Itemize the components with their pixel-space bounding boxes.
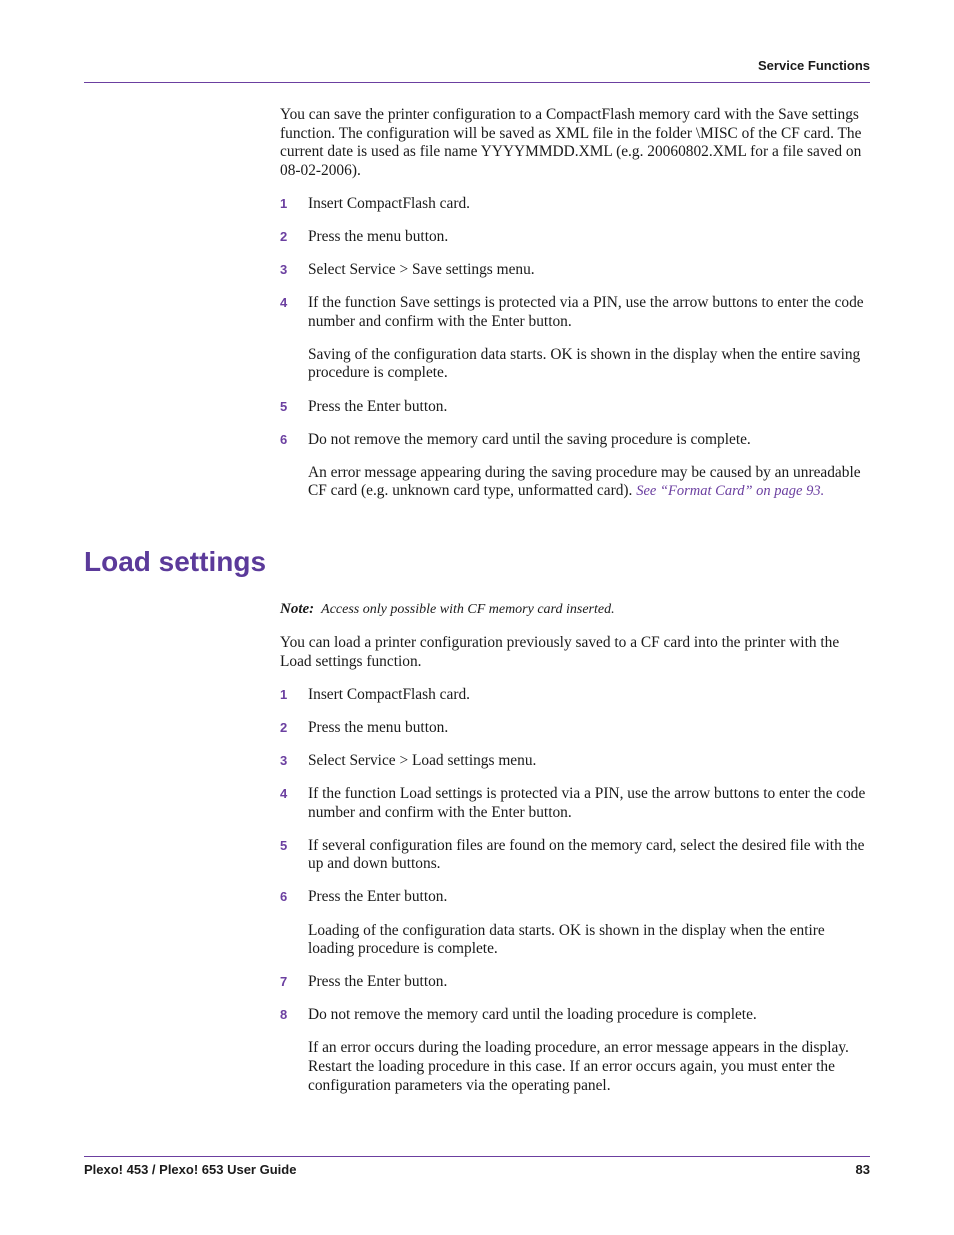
step-text: Press the menu button. bbox=[308, 227, 449, 245]
load-step6-followup: Loading of the configuration data starts. OK is shown in the display when the entire loading procedure is complete. bbox=[308, 921, 825, 958]
step-text: If the function Save settings is protected via a PIN, use the arrow buttons to enter the code number and confirm with the Enter button. bbox=[308, 294, 864, 330]
step-number: 6 bbox=[280, 431, 288, 447]
step-text: Select Service > Save settings menu. bbox=[308, 261, 535, 279]
step-number: 2 bbox=[280, 228, 288, 244]
step-text: Do not remove the memory card until the saving procedure is complete. bbox=[308, 430, 751, 448]
load-settings-section bbox=[280, 600, 870, 1110]
save-intro: You can save the printer configuration to a CompactFlash memory card with the Save settings function. The configuration will be saved as XML file in the folder \MISC of the CF card. The current date is used as file name YYYYMMDD.XML (e.g. 20060802.XML for a file saved on 08-02-2006). bbox=[280, 106, 862, 179]
load-step8-followup: If an error occurs during the loading procedure, an error message appears in the display. Restart the loading procedure in this case. If an error occurs again, you must enter the configuration parameters via the operating panel. bbox=[308, 1039, 849, 1094]
save-settings-section bbox=[280, 106, 870, 515]
format-card-link[interactable]: See “Format Card” on page 93. bbox=[636, 483, 825, 500]
save-step bbox=[280, 294, 870, 331]
load-step bbox=[280, 686, 870, 705]
step-number: 7 bbox=[280, 974, 288, 990]
step-number: 4 bbox=[280, 295, 288, 311]
followup-text: An error message appearing during the saving procedure may be caused by an unreadable CF card (e.g. unknown card type, unformatted card). bbox=[308, 463, 861, 500]
step-number: 1 bbox=[280, 195, 288, 211]
step-text: Select Service > Load settings menu. bbox=[308, 751, 537, 769]
load-step bbox=[280, 973, 870, 992]
step-number: 6 bbox=[280, 889, 288, 905]
step-text: Press the Enter button. bbox=[308, 397, 448, 415]
step-number: 2 bbox=[280, 719, 288, 735]
note bbox=[280, 600, 870, 620]
note-label: Note: bbox=[280, 601, 315, 617]
step-text: If several configuration files are found on the memory card, select the desired file with the up and down buttons. bbox=[308, 836, 865, 873]
save-step4-followup: Saving of the configuration data starts. OK is shown in the display when the entire saving procedure is complete. bbox=[308, 345, 861, 382]
step-text: Do not remove the memory card until the loading procedure is complete. bbox=[308, 1006, 757, 1024]
save-step6-followup bbox=[280, 464, 870, 501]
step-text: If the function Load settings is protected via a PIN, use the arrow buttons to enter the code number and confirm with the Enter button. bbox=[308, 785, 866, 821]
step-number: 5 bbox=[280, 398, 288, 414]
step-text: Press the Enter button. bbox=[308, 973, 448, 991]
step-number: 3 bbox=[280, 262, 288, 278]
save-step bbox=[280, 431, 870, 450]
step-number: 5 bbox=[280, 837, 288, 853]
footer-guide-title: Plexo! 453 / Plexo! 653 User Guide bbox=[84, 1162, 297, 1177]
load-intro: You can load a printer configuration previously saved to a CF card into the printer with the Load settings function. bbox=[280, 634, 840, 670]
footer-rule bbox=[84, 1156, 870, 1157]
load-step bbox=[280, 837, 870, 874]
save-step bbox=[280, 195, 870, 214]
save-step bbox=[280, 228, 870, 247]
step-text: Press the Enter button. bbox=[308, 888, 448, 906]
load-settings-heading: Load settings bbox=[84, 546, 267, 577]
load-step bbox=[280, 888, 870, 907]
load-step bbox=[280, 752, 870, 771]
step-text: Insert CompactFlash card. bbox=[308, 685, 470, 703]
save-step bbox=[280, 261, 870, 280]
step-text: Press the menu button. bbox=[308, 718, 449, 736]
load-step bbox=[280, 785, 870, 822]
step-number: 8 bbox=[280, 1007, 288, 1023]
page-number: 83 bbox=[855, 1162, 870, 1177]
step-number: 1 bbox=[280, 686, 288, 702]
step-number: 3 bbox=[280, 752, 288, 768]
running-header: Service Functions bbox=[758, 58, 870, 73]
step-number: 4 bbox=[280, 786, 288, 802]
load-step bbox=[280, 719, 870, 738]
save-step bbox=[280, 398, 870, 417]
header-rule bbox=[84, 82, 870, 83]
step-text: Insert CompactFlash card. bbox=[308, 194, 470, 212]
note-text: Access only possible with CF memory card inserted. bbox=[321, 602, 615, 617]
load-step bbox=[280, 1006, 870, 1025]
